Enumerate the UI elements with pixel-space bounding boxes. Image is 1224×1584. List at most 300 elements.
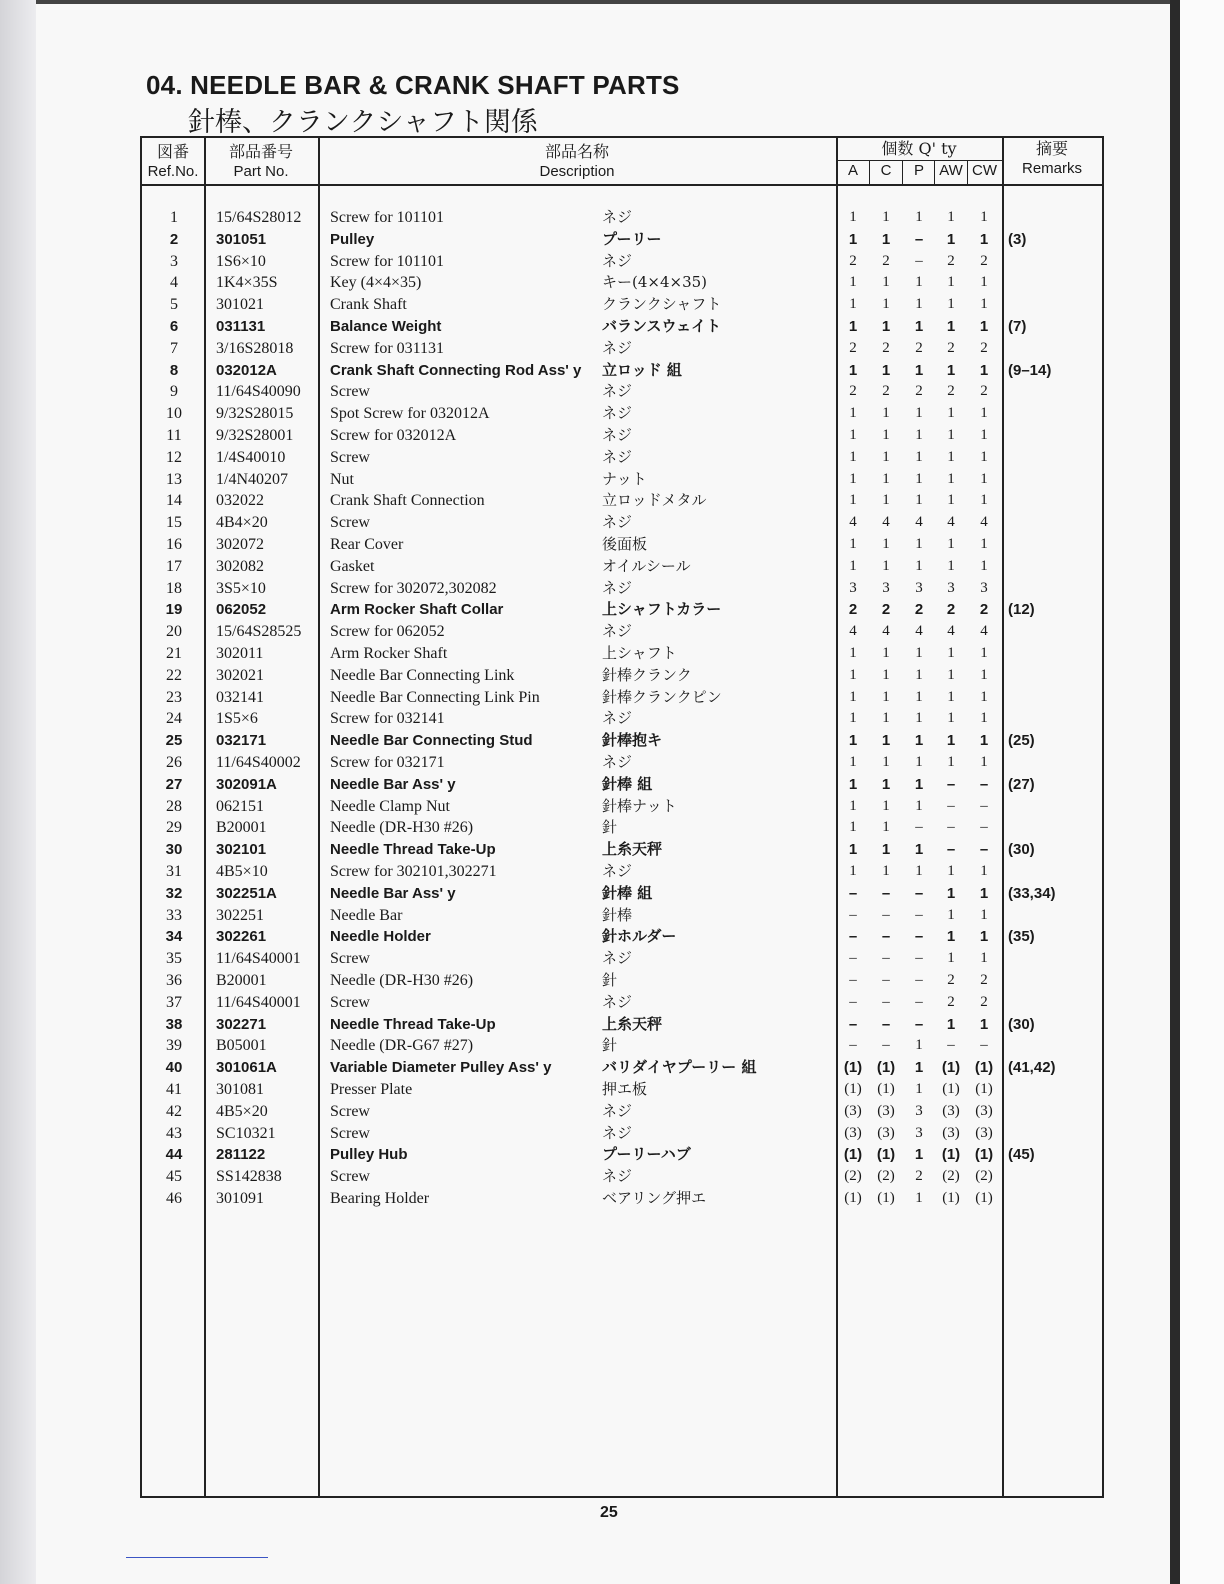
qty-cell: –: [979, 775, 989, 793]
qty-cell: 1: [849, 819, 857, 836]
description-jp-cell: ネジ: [602, 862, 633, 880]
qty-cell: 1: [915, 209, 923, 225]
qty-cell: –: [980, 797, 988, 814]
description-en-cell: Needle Bar Ass' y: [330, 884, 456, 902]
page-subtitle-jp: 針棒、クランクシャフト関係: [188, 107, 538, 138]
qty-cell: 1: [915, 1037, 923, 1054]
description-jp-cell: プーリーハブ: [602, 1145, 691, 1164]
description-en-cell: Spot Screw for 032012A: [330, 405, 490, 423]
qty-cell: –: [915, 972, 923, 988]
qty-cell: 1: [882, 470, 890, 487]
qty-cell: 1: [980, 906, 988, 923]
description-jp-cell: 針棒ナット: [602, 796, 677, 815]
header-desc-jp: 部品名称: [544, 142, 609, 161]
qty-cell: –: [849, 1037, 857, 1054]
qty-cell: 1: [980, 754, 988, 770]
table-row: [142, 534, 1106, 555]
qty-cell: 1: [947, 666, 955, 683]
description-en-cell: Key (4×4×35): [330, 274, 422, 292]
description-en-cell: Screw: [330, 514, 370, 532]
qty-cell: 1: [947, 427, 955, 443]
qty-cell: –: [848, 928, 858, 946]
part-no-cell: 032171: [216, 732, 267, 750]
ref-no-cell: 39: [166, 1037, 182, 1055]
qty-cell: (1): [974, 1059, 994, 1077]
ref-no-cell: 37: [166, 993, 182, 1011]
qty-cell: 1: [882, 405, 890, 422]
ref-no-cell: 1: [170, 209, 178, 226]
ref-no-cell: 12: [166, 448, 182, 466]
qty-cell: (1): [941, 1059, 961, 1077]
header-remarks-en: Remarks: [1021, 160, 1082, 177]
header-qty-p: P: [913, 162, 924, 179]
qty-cell: 4: [849, 623, 857, 640]
qty-cell: 1: [947, 470, 955, 487]
qty-cell: –: [915, 252, 923, 269]
header-ref: [142, 142, 204, 182]
qty-cell: 1: [881, 775, 891, 793]
qty-cell: 1: [849, 645, 857, 661]
qty-cell: 1: [914, 775, 924, 793]
qty-cell: 1: [848, 230, 858, 248]
table-row: [142, 861, 1106, 882]
qty-cell: 2: [947, 252, 955, 269]
description-jp-cell: 針棒: [602, 905, 633, 924]
qty-cell: 1: [915, 405, 923, 422]
table-row: [142, 905, 1106, 926]
table-row: [142, 708, 1106, 729]
qty-cell: 1: [980, 950, 988, 967]
qty-cell: (1): [844, 1081, 862, 1097]
description-jp-cell: 針棒クランクピン: [602, 687, 722, 706]
qty-cell: 2: [848, 601, 858, 619]
qty-cell: –: [980, 819, 988, 836]
description-en-cell: Needle Bar Ass' y: [330, 775, 456, 793]
description-en-cell: Crank Shaft Connecting Rod Ass' y: [330, 361, 582, 379]
part-no-cell: 302251A: [216, 884, 277, 902]
qty-cell: 3: [915, 579, 923, 596]
table-row: [142, 1123, 1106, 1144]
qty-cell: 1: [947, 209, 955, 225]
qty-cell: –: [914, 230, 924, 248]
ref-no-cell: 15: [166, 514, 182, 532]
ref-no-cell: 17: [166, 557, 182, 575]
part-no-cell: 1S5×6: [216, 710, 258, 728]
qty-cell: (3): [877, 1124, 895, 1141]
qty-cell: 1: [915, 492, 923, 509]
qty-cell: 3: [882, 579, 890, 596]
remarks-cell: (9–14): [1008, 361, 1052, 379]
part-no-cell: 302091A: [216, 775, 277, 793]
qty-cell: 1: [914, 1059, 924, 1077]
qty-cell: 1: [979, 361, 989, 379]
part-no-cell: 301021: [216, 296, 264, 314]
ref-no-cell: 21: [166, 645, 182, 662]
qty-cell: –: [914, 928, 924, 946]
qty-cell: –: [946, 841, 956, 859]
description-jp-cell: 上糸天秤: [602, 840, 663, 859]
ref-no-cell: 4: [170, 274, 178, 292]
qty-cell: 1: [914, 318, 924, 335]
qty-cell: 1: [914, 1146, 924, 1164]
qty-cell: –: [915, 819, 923, 836]
description-en-cell: Screw for 101101: [330, 252, 445, 270]
table-row: [142, 207, 1106, 228]
ref-no-cell: 9: [170, 383, 178, 401]
header-part-jp: 部品番号: [228, 142, 293, 161]
table-row: [142, 992, 1106, 1013]
qty-cell: 1: [914, 361, 924, 379]
qty-cell: 4: [915, 514, 923, 531]
part-no-cell: 11/64S40090: [216, 383, 301, 401]
table-row: [142, 251, 1106, 272]
ref-no-cell: 13: [166, 470, 182, 488]
part-no-cell: 062151: [216, 797, 264, 815]
qty-cell: 2: [979, 601, 989, 619]
part-no-cell: 11/64S40001: [216, 993, 301, 1011]
table-row: [142, 1188, 1106, 1209]
qty-cell: 1: [915, 645, 923, 661]
qty-cell: 1: [882, 754, 890, 770]
table-row: [142, 1144, 1106, 1165]
description-en-cell: Needle Bar Connecting Link Pin: [330, 688, 540, 706]
qty-cell: 1: [882, 557, 890, 574]
remarks-cell: (33,34): [1008, 884, 1056, 902]
part-no-cell: 301091: [216, 1190, 264, 1207]
qty-cell: 1: [947, 536, 955, 552]
table-row: [142, 447, 1106, 468]
description-jp-cell: 後面板: [602, 535, 648, 553]
qty-cell: 1: [979, 884, 989, 902]
description-en-cell: Needle Holder: [330, 928, 431, 946]
qty-cell: 2: [980, 972, 988, 988]
description-en-cell: Gasket: [330, 557, 375, 575]
qty-cell: 1: [947, 688, 955, 705]
header-qty-label: 個数 Q' ty: [881, 139, 957, 158]
header-desc-en: Description: [539, 163, 615, 180]
ref-no-cell: 27: [165, 775, 183, 793]
qty-cell: 1: [946, 732, 956, 750]
qty-cell: 1: [980, 405, 988, 422]
remarks-cell: (27): [1008, 775, 1035, 793]
qty-cell: –: [849, 972, 857, 988]
qty-cell: 1: [946, 928, 956, 946]
qty-cell: 1: [914, 732, 924, 750]
table-row: [142, 490, 1106, 511]
part-no-cell: 11/64S40002: [216, 754, 301, 771]
description-jp-cell: 上シャフトカラー: [602, 600, 722, 619]
qty-cell: 1: [849, 448, 857, 465]
part-no-cell: SS142838: [216, 1168, 282, 1186]
description-jp-cell: ネジ: [602, 426, 633, 444]
remarks-cell: (30): [1008, 841, 1035, 859]
qty-cell: –: [882, 1037, 890, 1054]
description-en-cell: Balance Weight: [330, 318, 442, 335]
header-remarks: [1002, 139, 1102, 179]
qty-cell: 1: [882, 448, 890, 465]
qty-cell: (3): [942, 1124, 960, 1141]
qty-cell: 1: [947, 645, 955, 661]
header-part-en: Part No.: [233, 163, 289, 180]
qty-cell: (2): [877, 1168, 895, 1185]
qty-cell: 1: [882, 863, 890, 879]
qty-cell: 3: [915, 1102, 923, 1119]
description-en-cell: Crank Shaft: [330, 296, 407, 314]
part-no-cell: 9/32S28001: [216, 427, 294, 444]
qty-cell: 1: [946, 884, 956, 902]
qty-cell: 1: [849, 688, 857, 705]
ref-no-cell: 36: [166, 972, 182, 989]
table-row: [142, 294, 1106, 315]
part-no-cell: 032012A: [216, 361, 277, 379]
qty-cell: 3: [947, 579, 955, 596]
qty-cell: 1: [980, 427, 988, 443]
qty-cell: 1: [980, 863, 988, 879]
ref-no-cell: 38: [165, 1015, 183, 1033]
qty-cell: (1): [877, 1081, 895, 1097]
qty-cell: 1: [946, 230, 956, 248]
page-number: 25: [600, 1504, 618, 1521]
qty-cell: 1: [915, 863, 923, 879]
qty-cell: –: [882, 906, 890, 923]
qty-cell: 1: [947, 710, 955, 727]
qty-cell: 4: [980, 623, 988, 640]
header-qty-cw: CW: [972, 162, 997, 179]
qty-cell: 1: [849, 405, 857, 422]
ref-no-cell: 16: [166, 536, 182, 553]
qty-cell: 2: [947, 339, 955, 356]
description-jp-cell: ネジ: [602, 578, 633, 597]
part-no-cell: 3S5×10: [216, 579, 266, 597]
description-en-cell: Screw for 062052: [330, 623, 445, 641]
qty-cell: 1: [848, 318, 858, 335]
qty-cell: 1: [915, 797, 923, 814]
qty-cell: 1: [947, 950, 955, 967]
part-no-cell: 281122: [216, 1146, 266, 1164]
header-ref-en: Ref.No.: [147, 163, 199, 180]
part-no-cell: 1K4×35S: [216, 274, 278, 292]
qty-cell: (1): [843, 1059, 863, 1077]
qty-cell: 2: [947, 993, 955, 1010]
table-row: [142, 316, 1106, 337]
qty-cell: –: [882, 972, 890, 988]
qty-cell: 1: [947, 906, 955, 923]
header-qty: [836, 139, 1002, 159]
part-no-cell: 1/4S40010: [216, 448, 286, 466]
remarks-cell: (25): [1008, 732, 1035, 750]
qty-cell: 2: [915, 339, 923, 356]
description-jp-cell: 立ロッドメタル: [602, 491, 707, 510]
qty-col-divider: [934, 160, 935, 184]
qty-cell: 1: [915, 448, 923, 465]
underline-mark: [126, 1557, 268, 1558]
table-row: [142, 1035, 1106, 1056]
part-no-cell: 4B5×10: [216, 863, 268, 880]
qty-cell: (1): [942, 1081, 960, 1097]
remarks-cell: (35): [1008, 928, 1035, 946]
description-jp-cell: ベアリング押エ: [602, 1189, 707, 1207]
part-no-cell: B20001: [216, 972, 267, 989]
qty-cell: –: [849, 950, 857, 967]
ref-no-cell: 25: [165, 732, 183, 750]
qty-cell: 4: [915, 623, 923, 640]
qty-cell: 1: [849, 296, 857, 313]
description-en-cell: Needle (DR-H30 #26): [330, 819, 474, 837]
description-en-cell: Needle Thread Take-Up: [330, 1015, 496, 1033]
description-jp-cell: ネジ: [602, 992, 633, 1011]
description-en-cell: Needle Thread Take-Up: [330, 841, 496, 859]
qty-cell: 2: [882, 252, 890, 269]
qty-cell: (2): [975, 1168, 993, 1185]
table-row: [142, 272, 1106, 293]
qty-cell: 2: [980, 339, 988, 356]
qty-cell: 2: [881, 601, 891, 619]
qty-cell: 1: [980, 645, 988, 661]
table-row: [142, 665, 1106, 686]
qty-cell: (3): [844, 1102, 862, 1119]
qty-cell: 4: [882, 514, 890, 531]
qty-cell: 1: [881, 841, 891, 859]
qty-cell: 1: [849, 492, 857, 509]
qty-cell: –: [882, 993, 890, 1010]
qty-cell: 1: [947, 754, 955, 770]
description-en-cell: Screw for 101101: [330, 209, 445, 226]
qty-cell: 2: [915, 1168, 923, 1185]
header-qty-a: A: [847, 162, 858, 179]
description-jp-cell: 押エ板: [602, 1080, 648, 1098]
table-row: [142, 1101, 1106, 1122]
qty-cell: (1): [843, 1146, 863, 1164]
description-en-cell: Screw: [330, 448, 370, 466]
page-title: 04. NEEDLE BAR & CRANK SHAFT PARTS: [146, 70, 680, 100]
table-row: [142, 425, 1106, 446]
qty-cell: 1: [882, 710, 890, 727]
remarks-cell: (30): [1008, 1015, 1035, 1033]
qty-cell: –: [979, 841, 989, 859]
qty-cell: –: [849, 993, 857, 1010]
table-row: [142, 1014, 1106, 1035]
qty-cell: 1: [980, 710, 988, 727]
ref-no-cell: 20: [166, 623, 182, 641]
part-no-cell: 15/64S28525: [216, 623, 302, 641]
description-en-cell: Arm Rocker Shaft Collar: [330, 601, 504, 619]
qty-cell: 1: [915, 710, 923, 727]
table-row: [142, 1166, 1106, 1187]
ref-no-cell: 31: [166, 863, 182, 880]
binding-edge: [1170, 0, 1180, 1584]
table-row: [142, 752, 1106, 773]
ref-no-cell: 46: [166, 1190, 182, 1207]
table-row: [142, 796, 1106, 817]
qty-cell: 1: [882, 645, 890, 661]
table-row: [142, 512, 1106, 533]
qty-cell: 1: [881, 732, 891, 750]
description-jp-cell: ネジ: [602, 949, 633, 968]
description-en-cell: Needle (DR-H30 #26): [330, 972, 474, 989]
header-ref-jp: 図番: [156, 142, 189, 161]
qty-cell: 1: [882, 492, 890, 509]
header-part: [204, 142, 318, 182]
qty-cell: 1: [980, 536, 988, 552]
qty-cell: 1: [979, 1015, 989, 1033]
qty-cell: 1: [947, 863, 955, 879]
qty-cell: (1): [975, 1190, 993, 1206]
qty-cell: (1): [974, 1146, 994, 1164]
part-no-cell: 15/64S28012: [216, 209, 302, 226]
qty-cell: 1: [979, 732, 989, 750]
qty-cell: 1: [980, 296, 988, 313]
qty-cell: 2: [882, 383, 890, 400]
qty-cell: 1: [849, 754, 857, 770]
description-en-cell: Screw: [330, 1124, 370, 1142]
description-en-cell: Rear Cover: [330, 536, 404, 553]
description-en-cell: Screw for 031131: [330, 339, 445, 357]
ref-no-cell: 10: [166, 405, 182, 423]
qty-cell: 1: [881, 230, 891, 248]
description-jp-cell: バランスウェイト: [602, 317, 721, 335]
description-jp-cell: ネジ: [602, 251, 633, 270]
description-jp-cell: ネジ: [602, 404, 633, 423]
qty-cell: 1: [882, 296, 890, 313]
part-no-cell: B05001: [216, 1037, 267, 1055]
description-jp-cell: 立ロッド 組: [602, 360, 682, 379]
table-row: [142, 381, 1106, 402]
qty-cell: 2: [946, 601, 956, 619]
qty-cell: –: [915, 993, 923, 1010]
qty-cell: –: [881, 928, 891, 946]
qty-cell: 2: [980, 383, 988, 400]
ref-no-cell: 28: [166, 797, 182, 815]
header-remarks-jp: 摘要: [1035, 139, 1068, 158]
qty-cell: 1: [915, 557, 923, 574]
description-en-cell: Bearing Holder: [330, 1190, 430, 1207]
qty-cell: 1: [882, 209, 890, 225]
qty-cell: 2: [980, 252, 988, 269]
description-en-cell: Pulley: [330, 230, 375, 248]
qty-cell: 4: [947, 623, 955, 640]
qty-cell: (3): [975, 1124, 993, 1141]
qty-cell: 1: [980, 492, 988, 509]
qty-cell: 1: [946, 318, 956, 335]
qty-cell: 3: [849, 579, 857, 596]
description-en-cell: Screw for 032012A: [330, 427, 457, 444]
part-no-cell: 062052: [216, 601, 267, 619]
qty-cell: (1): [941, 1146, 961, 1164]
description-jp-cell: クランクシャフト: [602, 295, 722, 314]
qty-cell: –: [946, 775, 956, 793]
qty-cell: 1: [849, 557, 857, 574]
table-row: [142, 621, 1106, 642]
description-jp-cell: ネジ: [602, 622, 633, 641]
description-jp-cell: ネジ: [602, 1101, 633, 1120]
description-en-cell: Screw: [330, 993, 370, 1011]
description-jp-cell: 針: [602, 818, 618, 837]
qty-cell: 1: [848, 841, 858, 859]
qty-header-divider: [836, 160, 1002, 161]
qty-cell: 1: [947, 448, 955, 465]
table-row: [142, 817, 1106, 838]
ref-no-cell: 33: [166, 906, 182, 924]
part-no-cell: 032141: [216, 688, 264, 706]
qty-cell: –: [980, 1037, 988, 1054]
description-jp-cell: 針棒クランク: [602, 665, 692, 684]
header-divider: [142, 184, 1102, 186]
description-en-cell: Screw: [330, 383, 370, 401]
qty-cell: 1: [980, 666, 988, 683]
part-no-cell: 1/4N40207: [216, 470, 288, 488]
qty-col-divider: [967, 160, 968, 184]
ref-no-cell: 8: [169, 361, 179, 379]
